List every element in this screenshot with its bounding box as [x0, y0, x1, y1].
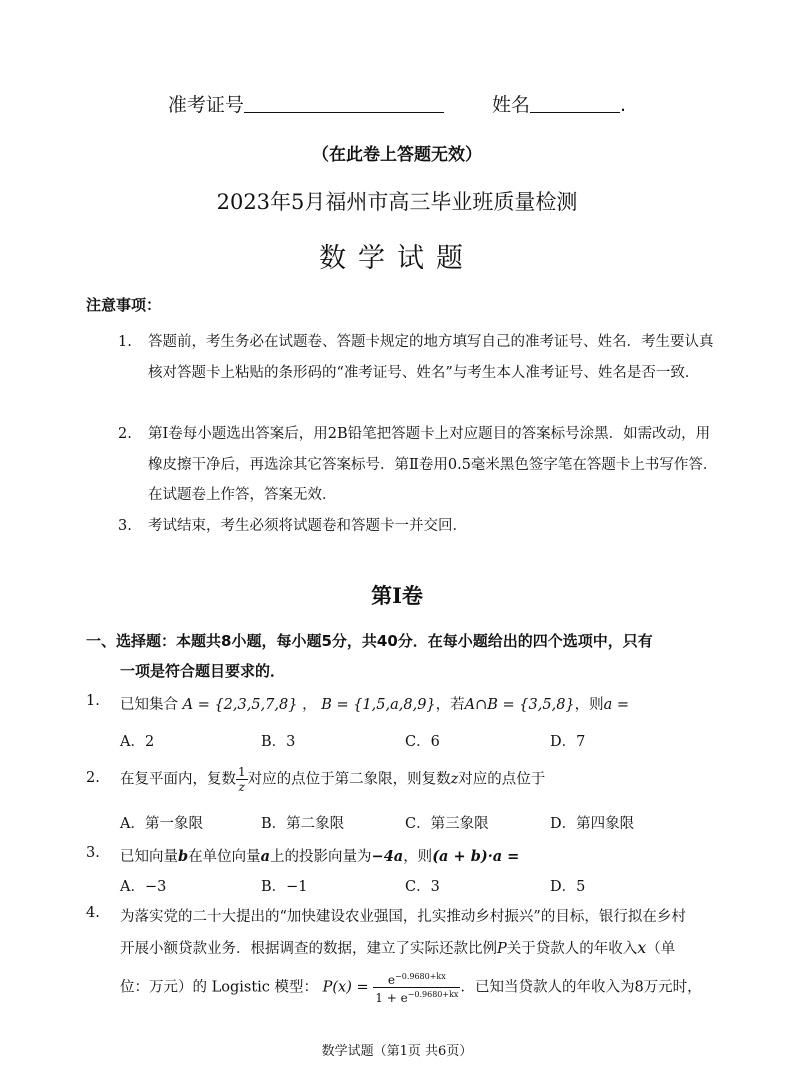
- notice-text: 考试结束，考生必须将试题卷和答题卡一并交回．: [148, 518, 467, 534]
- vector-b: b: [178, 848, 189, 865]
- variable-x: x: [637, 938, 647, 957]
- part-heading: [86, 626, 726, 686]
- exam-id-blank[interactable]: [244, 94, 444, 113]
- question-stem: [120, 845, 726, 866]
- option-c[interactable]: C．6: [405, 734, 440, 750]
- candidate-info-line: [0, 90, 794, 117]
- stem-text: ．已知当贷款人的年收入为8万元时，: [460, 979, 702, 996]
- question-1: [86, 693, 726, 714]
- notice-item: [118, 419, 718, 511]
- stem-text: 对应的点位于第二象限，则复数: [247, 771, 451, 788]
- question-num: 3.: [86, 845, 100, 861]
- question-2: [86, 765, 726, 794]
- stem-text: 上的投影向量为: [270, 849, 372, 865]
- question-num: 2.: [86, 770, 100, 786]
- notice-text: 答题前，考生务必在试题卷、答题卡规定的地方填写自己的准考证号、姓名．考生要认真核对答题卡上粘贴的条形码的“准考证号、姓名”与考生本人准考证号、姓名是否一致．: [148, 334, 714, 381]
- fraction: [236, 765, 248, 794]
- set-b: B = {1,5,a,8,9}: [321, 697, 436, 713]
- subject-title: 数学试题: [319, 243, 475, 274]
- stem-text: 开展小额贷款业务．根据调查的数据，建立了实际还款比例: [120, 941, 497, 957]
- frac-denominator: z: [238, 780, 245, 794]
- stem-text: 对应的点位于: [458, 771, 546, 788]
- end-mark: .: [620, 94, 627, 116]
- option-d[interactable]: D．5: [550, 879, 586, 895]
- projection: −4a: [371, 848, 404, 865]
- variable: z: [450, 771, 459, 788]
- notice-num: 3.: [118, 518, 132, 534]
- question-stem: 已知集合 A = {2,3,5,7,8} ， B = {1,5,a,8,9}，若A∩B = {3,5,8}，则a =: [120, 697, 630, 713]
- exam-title: 2023年5月福州市高三毕业班质量检测: [216, 190, 578, 214]
- model-exponent: −0.9680+kx: [395, 972, 446, 981]
- notice-text: 第Ⅰ卷每小题选出答案后，用2B铅笔把答题卡上对应题目的答案标号涂黑．如需改动，用橡皮擦干净后，再选涂其它答案标号．第Ⅱ卷用0.5毫米黑色签字笔在答题卡上书写作答．在试题卷上作答，答案无效．: [148, 426, 718, 503]
- question-stem-line1: 为落实党的二十大提出的“加快建设农业强国，扎实推动乡村振兴”的目标，银行拟在乡村: [120, 909, 686, 925]
- intersection: A∩B = {3,5,8}: [464, 697, 575, 713]
- expression: (a + b)·a =: [432, 848, 520, 865]
- question-num: 1.: [86, 693, 100, 709]
- notice-item: [118, 511, 718, 542]
- part-heading-line1: 一、选择题：本题共8小题，每小题5分，共40分．在每小题给出的四个选项中，只有: [86, 632, 653, 650]
- stem-text: ，则: [574, 697, 604, 713]
- question-stem-line2: [120, 937, 726, 958]
- invalid-note: （在此卷上答题无效）: [312, 145, 482, 165]
- stem-text: （单: [646, 941, 676, 957]
- model-exponent: −0.9680+kx: [407, 990, 459, 999]
- option-b[interactable]: B．3: [261, 734, 296, 750]
- name-blank[interactable]: [530, 94, 620, 113]
- stem-text: 已知集合: [120, 697, 178, 713]
- option-d[interactable]: D．7: [550, 734, 586, 750]
- stem-text: 关于贷款人的年收入: [506, 941, 638, 957]
- option-a[interactable]: A．2: [120, 734, 155, 750]
- stem-text: 已知向量: [120, 849, 178, 865]
- question-4: [86, 905, 726, 926]
- option-c[interactable]: C．第三象限: [405, 816, 489, 832]
- stem-text: 在单位向量: [188, 849, 261, 865]
- stem-text: ，若: [435, 697, 465, 713]
- model-denominator: 1 + e: [375, 991, 408, 1005]
- section-title: 第Ⅰ卷: [371, 583, 423, 608]
- option-d[interactable]: D．第四象限: [550, 816, 635, 832]
- question-4-line3: [86, 970, 726, 1005]
- question-stem-line3: [120, 970, 726, 1005]
- option-b[interactable]: B．−1: [261, 879, 308, 895]
- page-footer: 数学试题（第1页 共6页）: [321, 1044, 473, 1059]
- ask-expression: a =: [603, 697, 630, 713]
- model-lhs: P(x) =: [322, 979, 369, 996]
- option-a[interactable]: A．−3: [120, 879, 167, 895]
- name-label: 姓名: [492, 94, 531, 116]
- question-stem: [120, 765, 726, 794]
- logistic-fraction: [373, 970, 460, 1005]
- stem-text: ，则: [403, 849, 433, 865]
- notice-heading: 注意事项：: [86, 296, 162, 314]
- notice-num: 1.: [118, 334, 132, 350]
- option-a[interactable]: A．第一象限: [120, 816, 203, 832]
- frac-numerator: 1: [238, 765, 246, 779]
- stem-text: 在复平面内，复数: [120, 771, 236, 788]
- stem-text: 位：万元）的 Logistic 模型：: [120, 979, 319, 996]
- option-c[interactable]: C．3: [405, 879, 440, 895]
- question-4-line2: [86, 937, 726, 958]
- notice-num: 2.: [118, 426, 132, 442]
- vector-a: a: [260, 848, 271, 865]
- option-b[interactable]: B．第二象限: [261, 816, 345, 832]
- set-a: A = {2,3,5,7,8}: [182, 697, 298, 713]
- question-num: 4.: [86, 905, 100, 921]
- exam-id-label: 准考证号: [167, 94, 244, 116]
- notice-item: [118, 327, 718, 388]
- variable-p: P: [497, 941, 507, 957]
- model-numerator: e: [387, 973, 396, 987]
- question-3: [86, 845, 726, 866]
- part-heading-line2: 一项是符合题目要求的．: [120, 662, 286, 680]
